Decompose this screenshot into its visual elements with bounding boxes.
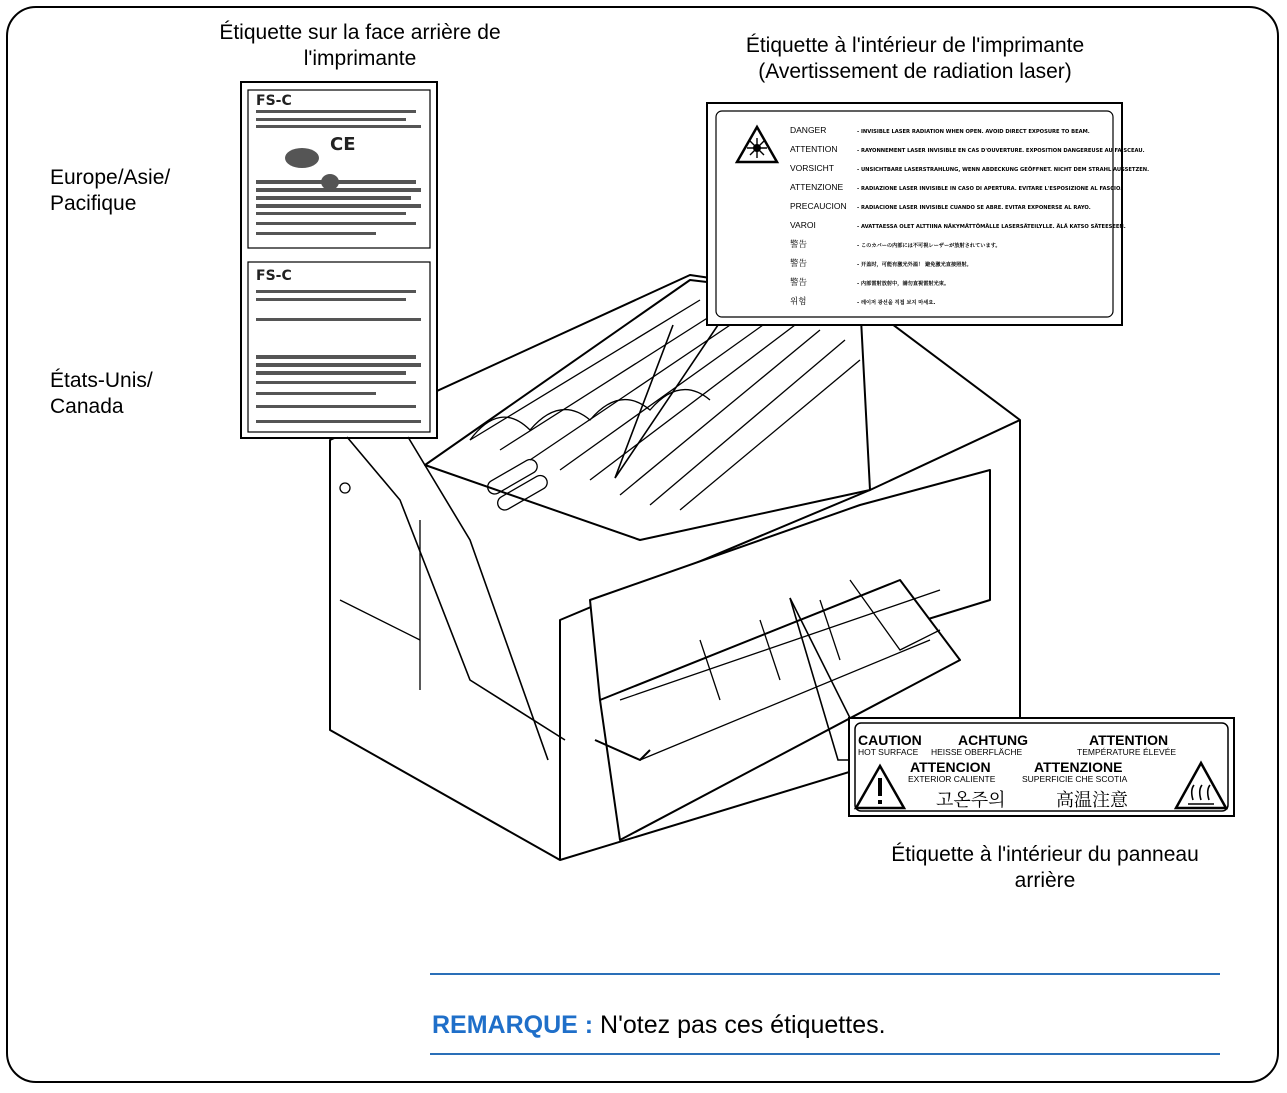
usa-label-line1: États-Unis/: [50, 369, 153, 392]
panel-label-caption-line1: Étiquette à l'intérieur du panneau: [891, 843, 1199, 866]
heat-title-3: ATTENTION: [1089, 732, 1169, 748]
note-keyword: REMARQUE :: [432, 1011, 594, 1039]
laser-row-text: - RADIAZIONE LASER INVISIBLE IN CASO DI APERTURA. EVITARE L'ESPOSIZIONE AL FASCIO.: [857, 186, 1123, 192]
laser-row-text: - AVATTAESSA OLET ALTTIINA NÄKYMÄTTÖMÄLLE LASERSÄTEILYLLE. ÄLÄ KATSO SÄTEESEEN.: [857, 224, 1126, 230]
laser-row-lang: ATTENTION: [790, 144, 838, 154]
laser-row-lang: PRECAUCION: [790, 201, 847, 211]
laser-row-lang: DANGER: [790, 125, 827, 135]
heat-korean: 고온주의: [936, 790, 1006, 811]
laser-row-text: - INVISIBLE LASER RADIATION WHEN OPEN. AVOID DIRECT EXPOSURE TO BEAM.: [857, 129, 1090, 135]
inside-label-caption-line1: Étiquette à l'intérieur de l'imprimante: [745, 34, 1085, 57]
inside-label-caption-line2: (Avertissement de radiation laser): [758, 60, 1072, 83]
heat-title-2: ACHTUNG: [958, 732, 1028, 748]
heat-sub-3: TEMPÉRATURE ÉLEVÉE: [1077, 747, 1177, 757]
heat-sub-5: SUPERFICIE CHE SCOTIA: [1022, 774, 1128, 784]
note: [432, 1011, 886, 1040]
heat-japanese: 高温注意: [1056, 790, 1128, 811]
laser-row-text: - UNSICHTBARE LASERSTRAHLUNG, WENN ABDECKUNG GEÖFFNET. NICHT DEM STRAHL AUSSETZEN.: [857, 167, 1150, 173]
laser-row-lang: VAROI: [790, 220, 816, 230]
laser-row-lang: 警告: [790, 258, 808, 268]
laser-row-lang: 위험: [790, 296, 807, 306]
laser-row-lang: 警告: [790, 239, 808, 249]
note-top-rule: [430, 973, 1220, 975]
europe-plate-model: FS-C: [256, 93, 292, 109]
heat-sub-2: HEISSE OBERFLÄCHE: [931, 747, 1023, 757]
note-bottom-rule: [430, 1053, 1220, 1055]
laser-row-lang: VORSICHT: [790, 163, 834, 173]
usa-plate-model: FS-C: [256, 268, 292, 284]
heat-sub-1: HOT SURFACE: [858, 747, 919, 757]
laser-row-lang: ATTENZIONE: [790, 182, 844, 192]
laser-row-text: - 内部雷射放射中，請勿直視雷射光束。: [857, 281, 950, 287]
panel-label-caption-line2: arrière: [1014, 869, 1076, 892]
heat-title-4: ATTENCION: [910, 759, 991, 775]
ce-mark: CE: [330, 134, 356, 155]
usa-label-line2: Canada: [50, 395, 124, 418]
laser-row-text: - 레이저 광선을 직접 보지 마세요.: [857, 300, 936, 306]
panel-label-caption: [840, 842, 1250, 894]
laser-row-text: - RAYONNEMENT LASER INVISIBLE EN CAS D'OUVERTURE. EXPOSITION DANGEREUSE AU FAISCEAU.: [857, 148, 1145, 154]
rear-label-caption-line1: Étiquette sur la face arrière de: [219, 21, 501, 44]
heat-title-5: ATTENZIONE: [1034, 759, 1123, 775]
europe-label-line2: Pacifique: [50, 192, 137, 215]
laser-row-text: - このカバーの内部には不可視レーザーが放射されています。: [857, 243, 1001, 249]
heat-title-1: CAUTION: [858, 732, 922, 748]
europe-label-line1: Europe/Asie/: [50, 166, 171, 189]
laser-row-text: - RADIACIONE LASER INVISIBLE CUANDO SE ABRE. EVITAR EXPONERSE AL RAYO.: [857, 205, 1091, 211]
laser-row-text: - 开盖时，可能有激光外溢！ 避免激光直接照射。: [857, 262, 972, 268]
laser-row-lang: 警告: [790, 277, 808, 287]
rear-label-caption-line2: l'imprimante: [303, 47, 417, 70]
note-text: N'otez pas ces étiquettes.: [593, 1011, 886, 1039]
heat-sub-4: EXTERIOR CALIENTE: [908, 774, 996, 784]
